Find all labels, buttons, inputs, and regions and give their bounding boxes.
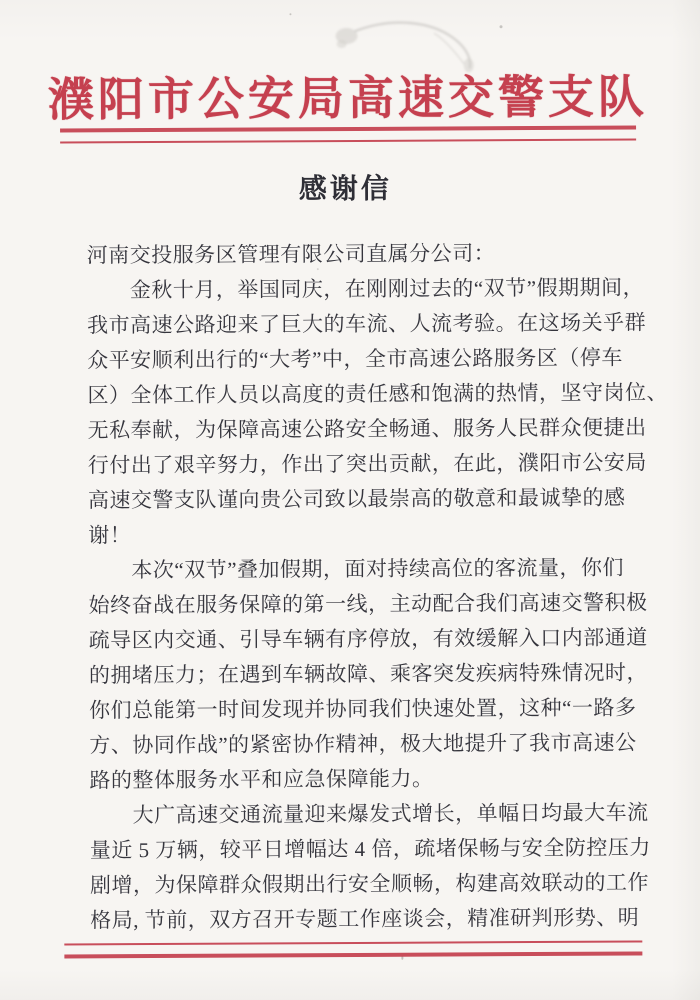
letter-body-line: 你们总能第一时间发现并协同我们快速处置，这种“一路多 xyxy=(89,695,637,723)
letter-body-line: 的拥堵压力；在遇到车辆故障、乘客突发疾病特殊情况时， xyxy=(88,660,648,688)
footer-rule xyxy=(64,940,642,958)
letter-body-line: 量近 5 万辆，较平日增幅达 4 倍，疏堵保畅与安全防控压力 xyxy=(89,835,651,863)
letter-body-line: 疏导区内交通、引导车辆有序停放，有效缓解入口内部通道 xyxy=(88,625,648,653)
letter-body-line: 方、协同作战”的紧密协作精神，极大地提升了我市高速公 xyxy=(89,730,637,758)
letter-body-line: 金秋十月，举国同庆，在刚刚过去的“双节”假期期间， xyxy=(86,275,645,303)
letter-body xyxy=(86,236,669,939)
letter-body-line: 大广高速交通流量迎来爆发式增长，单幅日均最大车流 xyxy=(89,800,649,828)
letter-body-line: 始终奋战在服务保障的第一线，主动配合我们高速交警积极 xyxy=(88,590,648,618)
letter-body-line: 我市高速公路迎来了巨大的车流、人流考验。在这场关乎群 xyxy=(87,310,647,338)
letter-title: 感谢信 xyxy=(298,173,392,206)
letter-body-line: 谢！ xyxy=(88,523,132,548)
letter-body-line: 剧增，为保障群众假期出行安全顺畅，构建高效联动的工作 xyxy=(89,870,650,898)
letter-body-line: 河南交投服务区管理有限公司直属分公司： xyxy=(86,241,496,268)
scan-speck xyxy=(500,25,503,28)
letter-body-line: 高速交警支队谨向贵公司致以最崇高的敬意和最诚挚的感 xyxy=(87,485,626,513)
scan-speck xyxy=(289,13,291,15)
letter-body-line: 众平安顺利出行的“大考”中，全市高速公路服务区（停车 xyxy=(87,345,623,373)
letterhead-organization: 濮阳市公安局高速交警支队 xyxy=(47,71,649,126)
letter-body-line: 行付出了艰辛努力，作出了突出贡献，在此，濮阳市公安局 xyxy=(87,450,647,478)
letter-body-line: 区）全体工作人员以高度的责任感和饱满的热情，坚守岗位、 xyxy=(87,380,669,408)
letter-body-line: 本次“双节”叠加假期，面对持续高位的客流量，你们 xyxy=(88,555,625,583)
letter-body-line: 路的整体服务水平和应急保障能力。 xyxy=(89,766,434,793)
letterhead-rule xyxy=(60,125,636,143)
letter-body-line: 无私奉献，为保障高速公路安全畅通、服务人民群众便捷出 xyxy=(87,415,647,443)
letter-body-line: 格局, 节前，双方召开专题工作座谈会，精准研判形势、明 xyxy=(90,905,640,933)
